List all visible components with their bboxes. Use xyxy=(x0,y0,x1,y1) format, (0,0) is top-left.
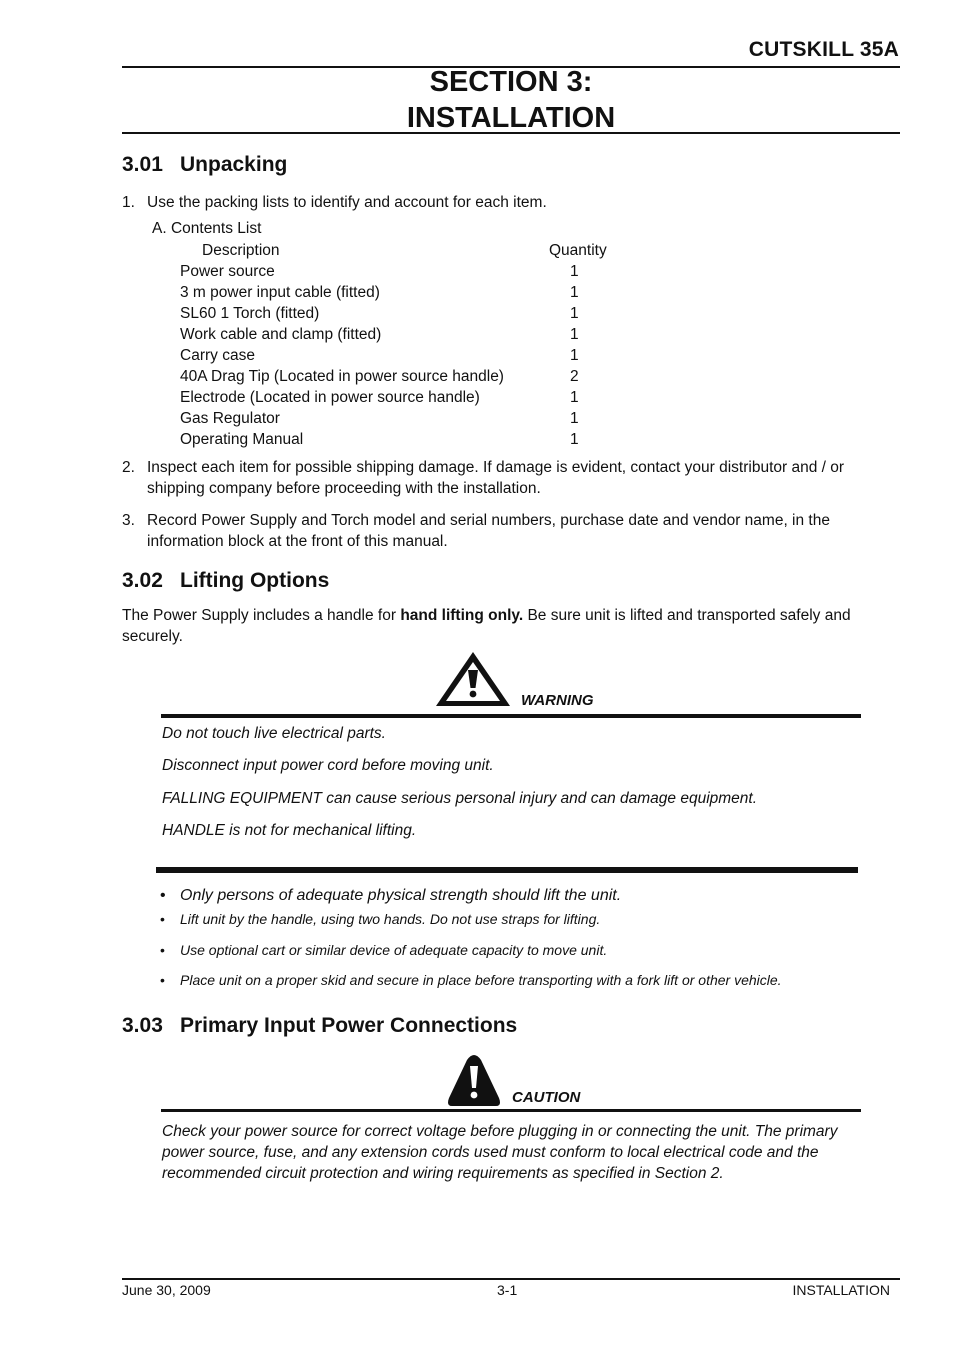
heading-text: Unpacking xyxy=(180,153,288,176)
product-name: CUTSKILL 35A xyxy=(748,38,899,61)
lifting-bullet xyxy=(160,885,880,906)
contents-row xyxy=(180,282,607,303)
heading-number: 3.01 xyxy=(122,153,163,176)
lifting-bullet xyxy=(160,910,880,929)
warning-line: Disconnect input power cord before moving unit. xyxy=(162,757,494,774)
lifting-bullet xyxy=(160,941,880,960)
warning-line: FALLING EQUIPMENT can cause serious personal injury and can damage equipment. xyxy=(162,790,758,807)
caution-label: CAUTION xyxy=(512,1089,581,1106)
item-quantity: 2 xyxy=(570,368,579,385)
warning-bottom-rule xyxy=(156,867,858,873)
item-description: 3 m power input cable (fitted) xyxy=(180,284,380,301)
heading-unpacking xyxy=(122,153,287,177)
item-description: Carry case xyxy=(180,347,255,364)
caution-exclamation-icon xyxy=(444,1052,504,1108)
warning-label: WARNING xyxy=(521,692,594,709)
contents-table xyxy=(180,240,607,450)
heading-lifting-options xyxy=(122,569,329,593)
intro-text-a: The Power Supply includes a handle for xyxy=(122,607,401,624)
contents-row xyxy=(180,387,607,408)
item-quantity: 1 xyxy=(570,284,579,301)
intro-text-b: Be sure unit is lifted and transported safely and securely. xyxy=(122,607,851,645)
item-quantity: 1 xyxy=(570,326,579,343)
step-text: Inspect each item for possible shipping damage. If damage is evident, contact your distributor and / or shipping company before proceeding with the installation. xyxy=(147,459,845,497)
contents-row xyxy=(180,345,607,366)
contents-row xyxy=(180,408,607,429)
heading-primary-input-power xyxy=(122,1014,517,1038)
item-quantity: 1 xyxy=(570,305,579,322)
contents-row xyxy=(180,429,607,450)
step-number: 3. xyxy=(122,512,135,529)
bullet-text: Place unit on a proper skid and secure in place before transporting with a fork lift or other vehicle. xyxy=(180,972,782,988)
item-description: 40A Drag Tip (Located in power source handle) xyxy=(180,368,504,385)
bullet-dot-icon: • xyxy=(160,942,165,958)
title-rule xyxy=(122,132,900,134)
bullet-text: Only persons of adequate physical strength should lift the unit. xyxy=(180,887,622,904)
item-description: Power source xyxy=(180,263,275,280)
bullet-dot-icon: • xyxy=(160,911,165,927)
contents-row xyxy=(180,261,607,282)
item-description: SL60 1 Torch (fitted) xyxy=(180,305,320,322)
column-header-description: Description xyxy=(202,242,280,259)
warning-line: HANDLE is not for mechanical lifting. xyxy=(162,822,417,839)
item-description: Work cable and clamp (fitted) xyxy=(180,326,382,343)
warning-triangle-icon xyxy=(434,650,512,708)
heading-text: Lifting Options xyxy=(180,569,330,592)
item-quantity: 1 xyxy=(570,410,579,427)
warning-top-rule xyxy=(161,714,861,718)
footer-page-number: 3-1 xyxy=(497,1282,518,1298)
bullet-dot-icon: • xyxy=(160,972,165,988)
item-description: Gas Regulator xyxy=(180,410,280,427)
unpacking-step-2 xyxy=(122,457,900,499)
unpacking-step-3 xyxy=(122,510,900,552)
heading-number: 3.03 xyxy=(122,1014,163,1037)
caution-rule xyxy=(161,1109,861,1112)
item-quantity: 1 xyxy=(570,263,579,280)
section-title-line1: SECTION 3: xyxy=(429,66,593,98)
lifting-intro xyxy=(122,605,882,647)
item-quantity: 1 xyxy=(570,347,579,364)
caution-text: Check your power source for correct voltage before plugging in or connecting the unit. The primary power source, fuse, and any extension cords used must conform to local electrical code and the recommended circuit protection and wiring requirements as specified in Section 2. xyxy=(162,1123,838,1182)
column-header-quantity: Quantity xyxy=(549,242,607,259)
item-description: Operating Manual xyxy=(180,431,304,448)
footer-rule xyxy=(122,1278,900,1280)
contents-row xyxy=(180,324,607,345)
step-number: 2. xyxy=(122,459,135,476)
bullet-dot-icon: • xyxy=(160,887,166,904)
warning-line: Do not touch live electrical parts. xyxy=(162,725,386,742)
contents-row xyxy=(180,366,607,387)
contents-list-label: A. Contents List xyxy=(152,220,262,237)
step-text: Use the packing lists to identify and account for each item. xyxy=(147,194,547,211)
item-quantity: 1 xyxy=(570,431,579,448)
bullet-text: Use optional cart or similar device of adequate capacity to move unit. xyxy=(180,942,608,958)
item-quantity: 1 xyxy=(570,389,579,406)
unpacking-step-1 xyxy=(122,192,900,213)
step-number: 1. xyxy=(122,194,135,211)
footer-section: INSTALLATION xyxy=(792,1282,890,1298)
step-text: Record Power Supply and Torch model and serial numbers, purchase date and vendor name, in the information block at the front of this manual. xyxy=(147,512,830,550)
lifting-bullet xyxy=(160,971,880,990)
heading-text: Primary Input Power Connections xyxy=(180,1014,518,1037)
intro-text-bold: hand lifting only. xyxy=(400,607,524,624)
section-title-line2: INSTALLATION xyxy=(406,102,616,134)
footer-date: June 30, 2009 xyxy=(122,1282,211,1298)
contents-row xyxy=(180,303,607,324)
heading-number: 3.02 xyxy=(122,569,163,592)
bullet-text: Lift unit by the handle, using two hands. Do not use straps for lifting. xyxy=(180,911,601,927)
item-description: Electrode (Located in power source handle) xyxy=(180,389,480,406)
